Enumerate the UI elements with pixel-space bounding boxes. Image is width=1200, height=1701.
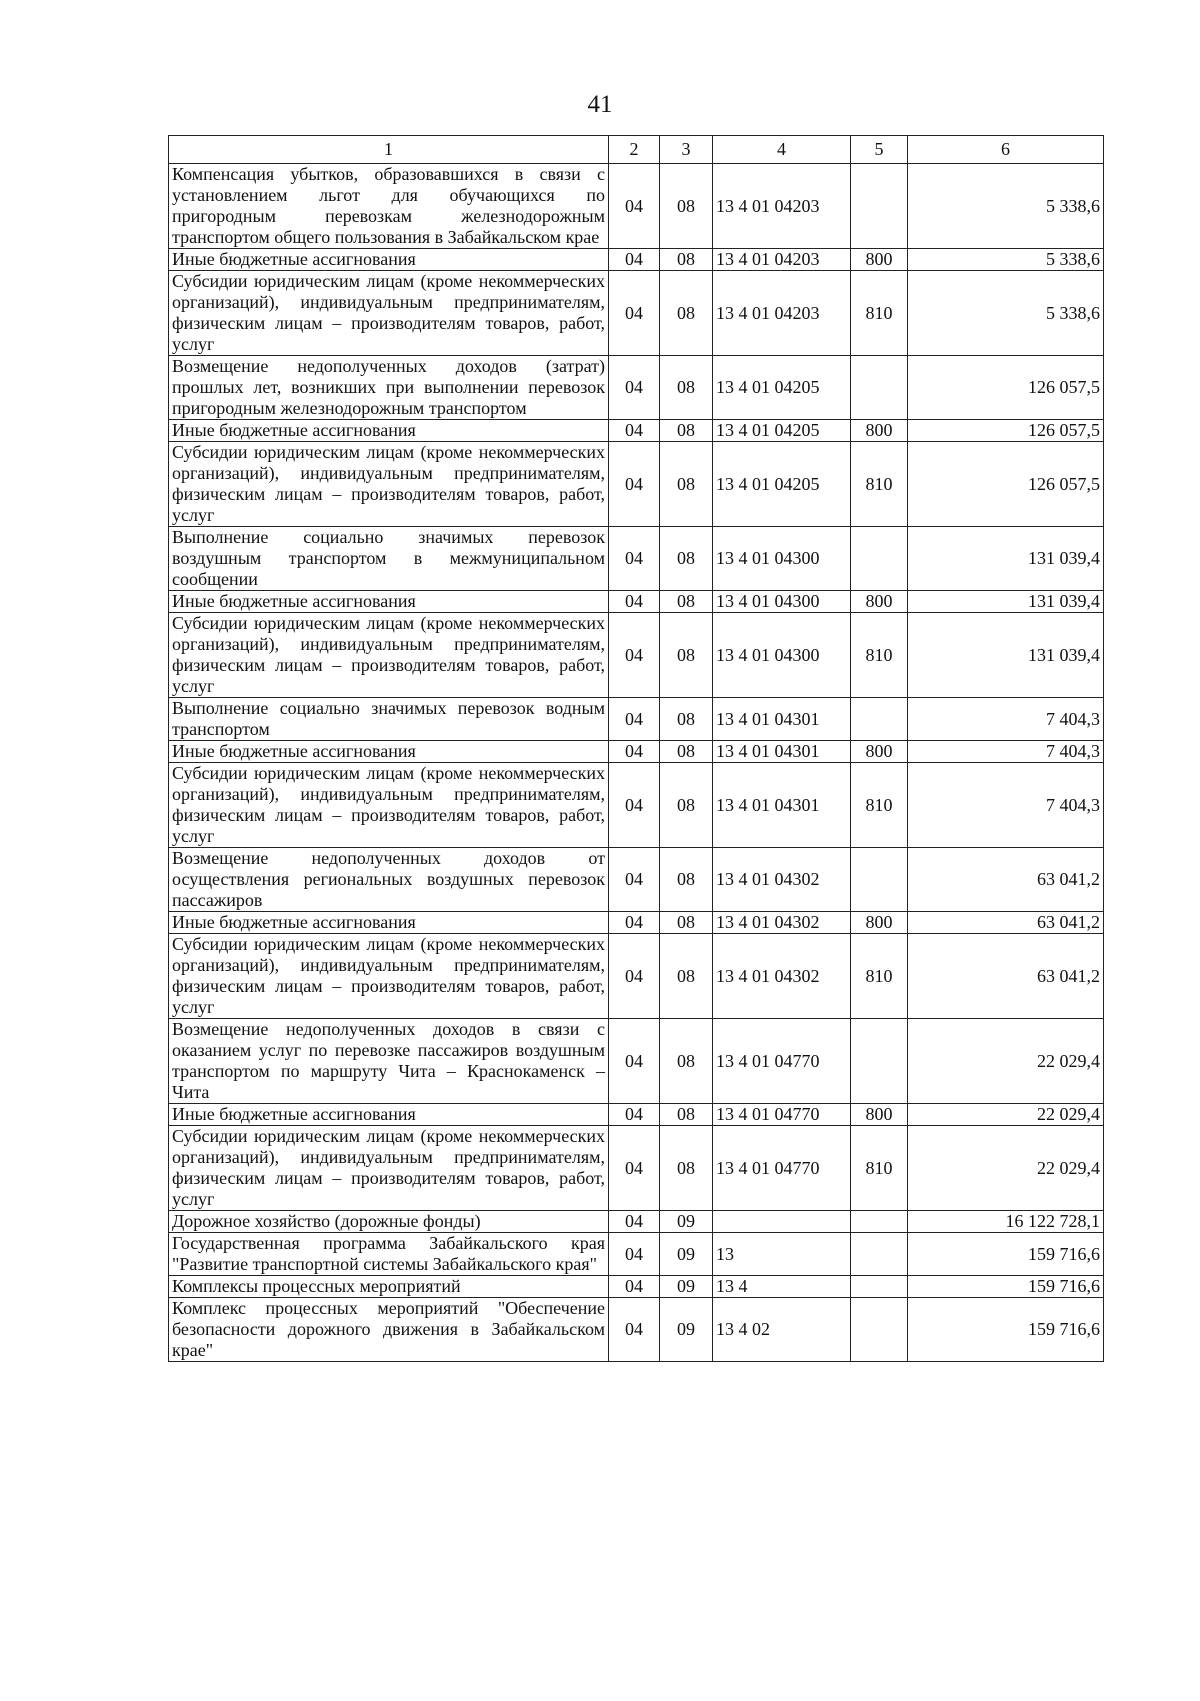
section-code: 04	[609, 1019, 660, 1104]
section-code: 04	[609, 763, 660, 848]
section-code: 04	[609, 741, 660, 763]
row-name: Иные бюджетные ассигнования	[169, 420, 609, 442]
table-row	[169, 164, 1104, 249]
target-article-code: 13 4 01 04300	[713, 527, 851, 591]
row-name: Иные бюджетные ассигнования	[169, 591, 609, 613]
column-header-4: 4	[713, 136, 851, 164]
expense-type-code: 810	[851, 934, 908, 1019]
section-code: 04	[609, 164, 660, 249]
section-code: 04	[609, 1104, 660, 1126]
row-name: Субсидии юридическим лицам (кроме некоммерческих организаций), индивидуальным предпринимателям, физическим лицам – производителям товаров, работ, услуг	[169, 442, 609, 527]
target-article-code: 13 4 01 04301	[713, 741, 851, 763]
row-name: Субсидии юридическим лицам (кроме некоммерческих организаций), индивидуальным предпринимателям, физическим лицам – производителям товаров, работ, услуг	[169, 763, 609, 848]
target-article-code: 13 4 01 04770	[713, 1019, 851, 1104]
amount: 126 057,5	[908, 356, 1104, 420]
subsection-code: 08	[660, 741, 713, 763]
target-article-code: 13 4 01 04302	[713, 848, 851, 912]
amount: 63 041,2	[908, 912, 1104, 934]
table-row	[169, 1126, 1104, 1211]
target-article-code: 13 4 01 04770	[713, 1126, 851, 1211]
expense-type-code: 800	[851, 912, 908, 934]
table-row	[169, 763, 1104, 848]
amount: 5 338,6	[908, 271, 1104, 356]
table-row	[169, 420, 1104, 442]
subsection-code: 09	[660, 1276, 713, 1298]
row-name: Иные бюджетные ассигнования	[169, 741, 609, 763]
row-name: Возмещение недополученных доходов (затрат) прошлых лет, возникших при выполнении перевозок пригородным железнодорожным транспортом	[169, 356, 609, 420]
table-row	[169, 442, 1104, 527]
target-article-code: 13 4 01 04203	[713, 164, 851, 249]
amount: 5 338,6	[908, 249, 1104, 271]
expense-type-code	[851, 1298, 908, 1362]
section-code: 04	[609, 249, 660, 271]
section-code: 04	[609, 420, 660, 442]
amount: 131 039,4	[908, 527, 1104, 591]
table-row	[169, 912, 1104, 934]
row-name: Субсидии юридическим лицам (кроме некоммерческих организаций), индивидуальным предпринимателям, физическим лицам – производителям товаров, работ, услуг	[169, 271, 609, 356]
subsection-code: 08	[660, 1019, 713, 1104]
expense-type-code: 800	[851, 1104, 908, 1126]
table-row	[169, 527, 1104, 591]
subsection-code: 08	[660, 698, 713, 741]
subsection-code: 08	[660, 164, 713, 249]
subsection-code: 08	[660, 763, 713, 848]
column-header-2: 2	[609, 136, 660, 164]
column-header-1: 1	[169, 136, 609, 164]
section-code: 04	[609, 912, 660, 934]
section-code: 04	[609, 527, 660, 591]
table-row	[169, 1276, 1104, 1298]
subsection-code: 08	[660, 591, 713, 613]
table-row	[169, 1298, 1104, 1362]
subsection-code: 09	[660, 1298, 713, 1362]
amount: 159 716,6	[908, 1276, 1104, 1298]
table-header	[169, 136, 1104, 164]
table-row	[169, 698, 1104, 741]
expense-type-code: 810	[851, 442, 908, 527]
section-code: 04	[609, 698, 660, 741]
row-name: Субсидии юридическим лицам (кроме некоммерческих организаций), индивидуальным предпринимателям, физическим лицам – производителям товаров, работ, услуг	[169, 1126, 609, 1211]
row-name: Возмещение недополученных доходов в связи с оказанием услуг по перевозке пассажиров воздушным транспортом по маршруту Чита – Краснокаменск – Чита	[169, 1019, 609, 1104]
target-article-code: 13 4 01 04301	[713, 763, 851, 848]
row-name: Иные бюджетные ассигнования	[169, 1104, 609, 1126]
expense-type-code	[851, 698, 908, 741]
expense-type-code	[851, 1276, 908, 1298]
section-code: 04	[609, 934, 660, 1019]
section-code: 04	[609, 1233, 660, 1276]
amount: 16 122 728,1	[908, 1211, 1104, 1233]
section-code: 04	[609, 271, 660, 356]
table-row	[169, 613, 1104, 698]
header-row	[169, 136, 1104, 164]
row-name: Возмещение недополученных доходов от осуществления региональных воздушных перевозок пассажиров	[169, 848, 609, 912]
table-body	[169, 164, 1104, 1362]
table-row	[169, 249, 1104, 271]
target-article-code: 13 4 01 04302	[713, 934, 851, 1019]
table-row	[169, 1211, 1104, 1233]
row-name: Дорожное хозяйство (дорожные фонды)	[169, 1211, 609, 1233]
table-row	[169, 848, 1104, 912]
row-name: Комплексы процессных мероприятий	[169, 1276, 609, 1298]
amount: 159 716,6	[908, 1298, 1104, 1362]
table-row	[169, 934, 1104, 1019]
subsection-code: 08	[660, 934, 713, 1019]
amount: 131 039,4	[908, 613, 1104, 698]
target-article-code: 13 4	[713, 1276, 851, 1298]
amount: 131 039,4	[908, 591, 1104, 613]
subsection-code: 08	[660, 527, 713, 591]
subsection-code: 09	[660, 1211, 713, 1233]
expense-type-code: 810	[851, 271, 908, 356]
section-code: 04	[609, 1126, 660, 1211]
section-code: 04	[609, 591, 660, 613]
amount: 22 029,4	[908, 1104, 1104, 1126]
section-code: 04	[609, 613, 660, 698]
target-article-code: 13 4 01 04770	[713, 1104, 851, 1126]
row-name: Компенсация убытков, образовавшихся в связи с установлением льгот для обучающихся по пригородным перевозкам железнодорожным транспортом общего пользования в Забайкальском крае	[169, 164, 609, 249]
expense-type-code	[851, 1019, 908, 1104]
column-header-3: 3	[660, 136, 713, 164]
subsection-code: 08	[660, 420, 713, 442]
table-row	[169, 741, 1104, 763]
section-code: 04	[609, 848, 660, 912]
subsection-code: 08	[660, 356, 713, 420]
target-article-code	[713, 1211, 851, 1233]
subsection-code: 08	[660, 912, 713, 934]
amount: 7 404,3	[908, 741, 1104, 763]
expense-type-code: 800	[851, 741, 908, 763]
target-article-code: 13 4 01 04301	[713, 698, 851, 741]
target-article-code: 13 4 01 04300	[713, 613, 851, 698]
subsection-code: 08	[660, 249, 713, 271]
amount: 63 041,2	[908, 934, 1104, 1019]
target-article-code: 13 4 01 04205	[713, 442, 851, 527]
subsection-code: 08	[660, 271, 713, 356]
subsection-code: 08	[660, 1104, 713, 1126]
target-article-code: 13 4 01 04203	[713, 271, 851, 356]
row-name: Иные бюджетные ассигнования	[169, 912, 609, 934]
target-article-code: 13 4 01 04300	[713, 591, 851, 613]
table-row	[169, 1233, 1104, 1276]
expense-type-code: 810	[851, 1126, 908, 1211]
expense-type-code	[851, 356, 908, 420]
row-name: Комплекс процессных мероприятий "Обеспечение безопасности дорожного движения в Забайкальском крае"	[169, 1298, 609, 1362]
subsection-code: 08	[660, 613, 713, 698]
section-code: 04	[609, 1211, 660, 1233]
expense-type-code	[851, 848, 908, 912]
amount: 5 338,6	[908, 164, 1104, 249]
amount: 126 057,5	[908, 420, 1104, 442]
subsection-code: 08	[660, 848, 713, 912]
amount: 22 029,4	[908, 1019, 1104, 1104]
target-article-code: 13 4 02	[713, 1298, 851, 1362]
subsection-code: 08	[660, 442, 713, 527]
row-name: Выполнение социально значимых перевозок водным транспортом	[169, 698, 609, 741]
amount: 7 404,3	[908, 698, 1104, 741]
amount: 22 029,4	[908, 1126, 1104, 1211]
subsection-code: 09	[660, 1233, 713, 1276]
table-row	[169, 356, 1104, 420]
row-name: Субсидии юридическим лицам (кроме некоммерческих организаций), индивидуальным предпринимателям, физическим лицам – производителям товаров, работ, услуг	[169, 934, 609, 1019]
expense-type-code	[851, 164, 908, 249]
row-name: Государственная программа Забайкальского края "Развитие транспортной системы Забайкальского края"	[169, 1233, 609, 1276]
section-code: 04	[609, 442, 660, 527]
target-article-code: 13 4 01 04203	[713, 249, 851, 271]
section-code: 04	[609, 1276, 660, 1298]
section-code: 04	[609, 356, 660, 420]
target-article-code: 13 4 01 04205	[713, 356, 851, 420]
expense-type-code	[851, 1211, 908, 1233]
expense-type-code: 800	[851, 249, 908, 271]
amount: 159 716,6	[908, 1233, 1104, 1276]
row-name: Иные бюджетные ассигнования	[169, 249, 609, 271]
table-row	[169, 1104, 1104, 1126]
column-header-5: 5	[851, 136, 908, 164]
target-article-code: 13 4 01 04302	[713, 912, 851, 934]
expense-type-code: 810	[851, 763, 908, 848]
budget-table	[168, 135, 1104, 1362]
column-header-6: 6	[908, 136, 1104, 164]
expense-type-code: 800	[851, 591, 908, 613]
row-name: Субсидии юридическим лицам (кроме некоммерческих организаций), индивидуальным предпринимателям, физическим лицам – производителям товаров, работ, услуг	[169, 613, 609, 698]
amount: 7 404,3	[908, 763, 1104, 848]
target-article-code: 13 4 01 04205	[713, 420, 851, 442]
page-number: 41	[587, 91, 613, 118]
section-code: 04	[609, 1298, 660, 1362]
expense-type-code	[851, 1233, 908, 1276]
target-article-code: 13	[713, 1233, 851, 1276]
expense-type-code	[851, 527, 908, 591]
subsection-code: 08	[660, 1126, 713, 1211]
table-row	[169, 591, 1104, 613]
amount: 126 057,5	[908, 442, 1104, 527]
table-row	[169, 1019, 1104, 1104]
amount: 63 041,2	[908, 848, 1104, 912]
expense-type-code: 810	[851, 613, 908, 698]
table-row	[169, 271, 1104, 356]
expense-type-code: 800	[851, 420, 908, 442]
row-name: Выполнение социально значимых перевозок воздушным транспортом в межмуниципальном сообщении	[169, 527, 609, 591]
